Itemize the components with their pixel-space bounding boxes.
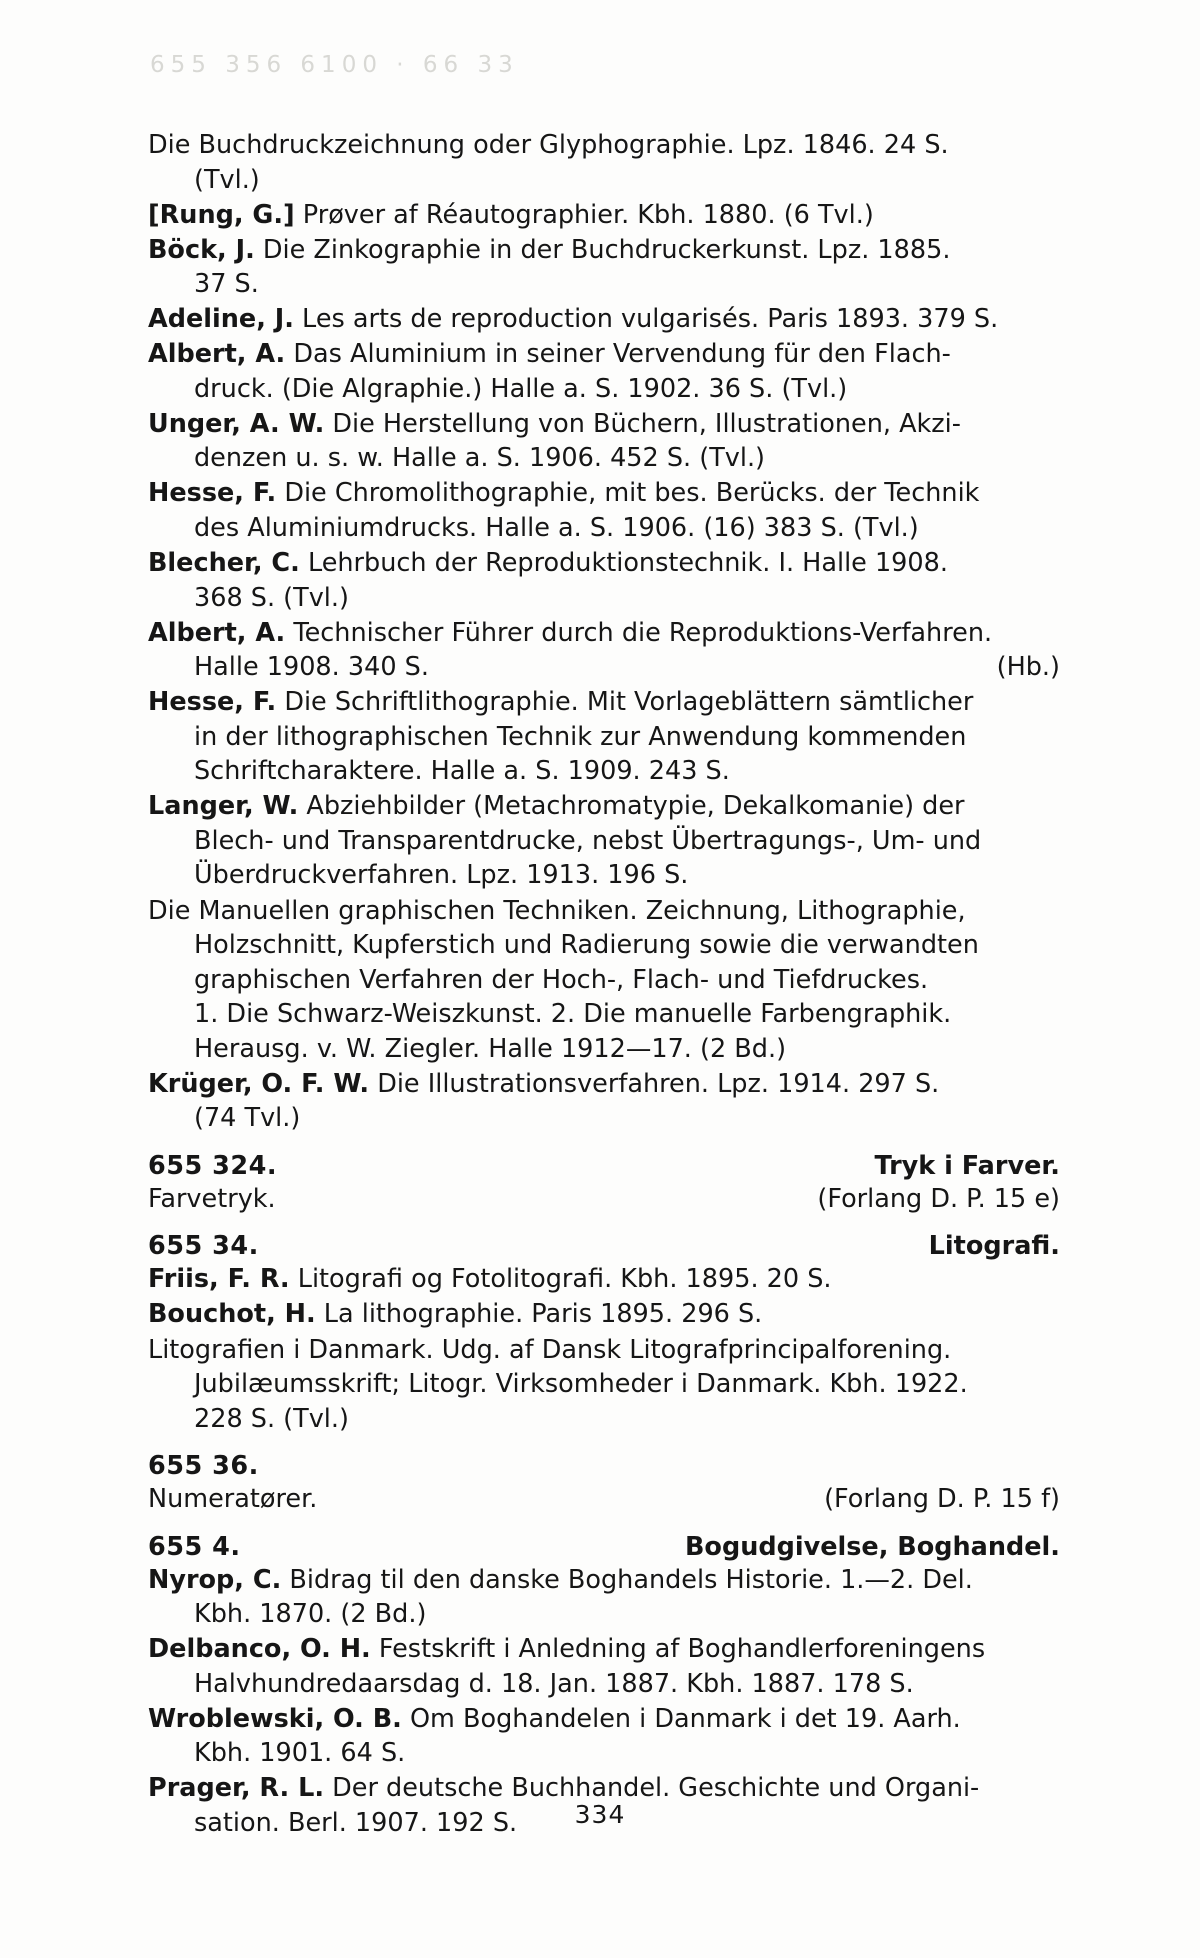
section-heading bbox=[148, 1151, 1060, 1181]
entry-line: 228 S. (Tvl.) bbox=[194, 1403, 349, 1434]
entry-line-rest: Die Herstellung von Büchern, Illustrationen, Akzi- bbox=[324, 408, 961, 439]
entry-line bbox=[148, 302, 1060, 337]
scan-artifact-text: 655 356 6100 · 66 33 bbox=[150, 52, 519, 78]
section-subline-right: (Forlang D. P. 15 f) bbox=[824, 1484, 1060, 1515]
entry-line bbox=[148, 1297, 1060, 1332]
entry-line bbox=[148, 233, 1060, 268]
entry-line bbox=[148, 1067, 1060, 1102]
section-number: 655 324. bbox=[148, 1150, 278, 1181]
section-title: Bogudgivelse, Boghandel. bbox=[684, 1531, 1060, 1562]
entry-author: Wroblewski, O. B. bbox=[148, 1703, 402, 1734]
section-number: 655 34. bbox=[148, 1231, 259, 1262]
section-title: Tryk i Farver. bbox=[874, 1150, 1060, 1181]
bibliography-entry bbox=[148, 1262, 1060, 1297]
section-subline bbox=[148, 1182, 1060, 1217]
entry-line bbox=[148, 476, 1060, 511]
page-number: 334 bbox=[574, 1800, 626, 1829]
bibliography-entry bbox=[148, 1702, 1060, 1771]
entry-author: Bouchot, H. bbox=[148, 1299, 316, 1330]
entry-line: Blech- und Transparentdrucke, nebst Übertragungs-, Um- und bbox=[194, 825, 982, 856]
bibliography-entry bbox=[148, 198, 1060, 233]
entry-author: [Rung, G.] bbox=[148, 199, 295, 230]
entry-author: Hesse, F. bbox=[148, 478, 277, 509]
entry-line bbox=[148, 616, 1060, 651]
section-heading bbox=[148, 1451, 1060, 1481]
entry-line: (Tvl.) bbox=[194, 164, 260, 195]
section-subline-left: Numeratører. bbox=[148, 1484, 318, 1515]
entry-line: (74 Tvl.) bbox=[194, 1103, 301, 1134]
bibliography-entry bbox=[148, 616, 1060, 685]
bibliography-entry bbox=[148, 302, 1060, 337]
entry-author: Blecher, C. bbox=[148, 548, 300, 579]
entry-line-rest: Technischer Führer durch die Reproduktions-Verfahren. bbox=[285, 617, 993, 648]
entry-author: Adeline, J. bbox=[148, 304, 294, 335]
bibliography-entry bbox=[148, 1297, 1060, 1332]
entry-line bbox=[148, 546, 1060, 581]
entry-author: Albert, A. bbox=[148, 339, 286, 370]
entry-line-rest: Die Zinkographie in der Buchdruckerkunst. Lpz. 1885. bbox=[254, 234, 951, 265]
entry-line: Überdruckverfahren. Lpz. 1913. 196 S. bbox=[194, 860, 689, 891]
entry-line: in der lithographischen Technik zur Anwendung kommenden bbox=[194, 721, 967, 752]
entry-line: Die Buchdruckzeichnung oder Glyphographie. Lpz. 1846. 24 S. bbox=[148, 130, 949, 160]
entry-author: Delbanco, O. H. bbox=[148, 1634, 371, 1665]
entry-author: Krüger, O. F. W. bbox=[148, 1068, 370, 1099]
entry-line: Jubilæumsskrift; Litogr. Virksomheder i Danmark. Kbh. 1922. bbox=[194, 1369, 968, 1400]
entry-line-rest: Der deutsche Buchhandel. Geschichte und Organi- bbox=[324, 1773, 980, 1804]
section-subline-right: (Forlang D. P. 15 e) bbox=[817, 1183, 1060, 1214]
entry-author: Nyrop, C. bbox=[148, 1564, 282, 1595]
bibliography-entry bbox=[148, 337, 1060, 406]
bibliography-entry bbox=[148, 1333, 1060, 1437]
entry-line bbox=[148, 1632, 1060, 1667]
entry-line bbox=[148, 407, 1060, 442]
entry-line: Die Manuellen graphischen Techniken. Zeichnung, Lithographie, bbox=[148, 895, 966, 926]
entry-line-rest: Festskrift i Anledning af Boghandlerforeningens bbox=[370, 1634, 986, 1665]
entry-line bbox=[148, 789, 1060, 824]
entry-line-rest: Die Illustrationsverfahren. Lpz. 1914. 297 S. bbox=[369, 1068, 940, 1099]
bibliography-body bbox=[148, 128, 1060, 1841]
entry-line-rest: Prøver af Réautographier. Kbh. 1880. (6 Tvl.) bbox=[294, 199, 874, 230]
bibliography-entry bbox=[148, 233, 1060, 302]
section-title: Litografi. bbox=[928, 1231, 1060, 1262]
bibliography-entry bbox=[148, 128, 1060, 197]
entry-line-rest: Die Schriftlithographie. Mit Vorlageblättern sämtlicher bbox=[276, 687, 974, 718]
entry-line: Herausg. v. W. Ziegler. Halle 1912—17. (2 Bd.) bbox=[194, 1033, 787, 1064]
entry-line bbox=[148, 1563, 1060, 1598]
section-heading bbox=[148, 1532, 1060, 1562]
entry-line-rest: Bidrag til den danske Boghandels Historie. 1.—2. Del. bbox=[281, 1564, 973, 1595]
entry-line-rest: Les arts de reproduction vulgarisés. Paris 1893. 379 S. bbox=[293, 304, 999, 335]
entry-line: sation. Berl. 1907. 192 S. bbox=[194, 1808, 518, 1839]
entry-line-rest: Litografi og Fotolitografi. Kbh. 1895. 20 S. bbox=[289, 1264, 832, 1295]
entry-author: Böck, J. bbox=[148, 234, 255, 265]
entry-line-rest: Om Boghandelen i Danmark i det 19. Aarh. bbox=[401, 1703, 961, 1734]
entry-line bbox=[148, 1702, 1060, 1737]
entry-line bbox=[148, 198, 1060, 233]
entry-line bbox=[148, 1262, 1060, 1297]
entry-author: Friis, F. R. bbox=[148, 1264, 290, 1295]
entry-line-rest: Lehrbuch der Reproduktionstechnik. I. Halle 1908. bbox=[299, 548, 948, 579]
entry-line-split bbox=[194, 650, 1060, 685]
bibliography-entry bbox=[148, 894, 1060, 1067]
entry-line-rest: Abziehbilder (Metachromatypie, Dekalkomanie) der bbox=[298, 791, 965, 822]
entry-line: denzen u. s. w. Halle a. S. 1906. 452 S. (Tvl.) bbox=[194, 443, 766, 474]
section-number: 655 36. bbox=[148, 1451, 259, 1482]
entry-author: Langer, W. bbox=[148, 791, 299, 822]
entry-line: des Aluminiumdrucks. Halle a. S. 1906. (16) 383 S. (Tvl.) bbox=[194, 513, 919, 544]
bibliography-entry bbox=[148, 476, 1060, 545]
entry-line: Kbh. 1870. (2 Bd.) bbox=[194, 1599, 427, 1630]
entry-line-left: Halle 1908. 340 S. bbox=[194, 652, 429, 683]
entry-line: 37 S. bbox=[194, 269, 259, 300]
section-subline-left: Farvetryk. bbox=[148, 1183, 276, 1214]
entry-line-rest: Das Aluminium in seiner Vervendung für den Flach- bbox=[285, 339, 951, 370]
entry-line: graphischen Verfahren der Hoch-, Flach- und Tiefdruckes. bbox=[194, 964, 929, 995]
bibliography-entry bbox=[148, 789, 1060, 893]
bibliography-entry bbox=[148, 546, 1060, 615]
entry-author: Unger, A. W. bbox=[148, 408, 325, 439]
entry-line: Kbh. 1901. 64 S. bbox=[194, 1738, 406, 1769]
entry-author: Hesse, F. bbox=[148, 687, 277, 718]
entry-line: 368 S. (Tvl.) bbox=[194, 582, 349, 613]
bibliography-entry bbox=[148, 1067, 1060, 1136]
entry-line: Holzschnitt, Kupferstich und Radierung sowie die verwandten bbox=[194, 930, 979, 961]
bibliography-entry bbox=[148, 685, 1060, 789]
entry-author: Prager, R. L. bbox=[148, 1773, 325, 1804]
entry-line: Litografien i Danmark. Udg. af Dansk Litografprincipalforening. bbox=[148, 1334, 952, 1365]
section-heading bbox=[148, 1231, 1060, 1261]
entry-line bbox=[148, 685, 1060, 720]
entry-line-rest: Die Chromolithographie, mit bes. Berücks. der Technik bbox=[276, 478, 980, 509]
entry-author: Albert, A. bbox=[148, 617, 286, 648]
entry-line: druck. (Die Algraphie.) Halle a. S. 1902. 36 S. (Tvl.) bbox=[194, 373, 848, 404]
entry-line bbox=[148, 337, 1060, 372]
entry-line: 1. Die Schwarz-Weiszkunst. 2. Die manuelle Farbengraphik. bbox=[194, 999, 952, 1030]
bibliography-entry bbox=[148, 407, 1060, 476]
entry-line-rest: La lithographie. Paris 1895. 296 S. bbox=[315, 1299, 763, 1330]
bibliography-entry bbox=[148, 1632, 1060, 1701]
section-number: 655 4. bbox=[148, 1531, 241, 1562]
entry-line: Halvhundredaarsdag d. 18. Jan. 1887. Kbh. 1887. 178 S. bbox=[194, 1668, 914, 1699]
section-subline bbox=[148, 1482, 1060, 1517]
entry-line-right: (Hb.) bbox=[996, 652, 1060, 683]
bibliography-entry bbox=[148, 1563, 1060, 1632]
entry-line: Schriftcharaktere. Halle a. S. 1909. 243 S. bbox=[194, 756, 730, 787]
